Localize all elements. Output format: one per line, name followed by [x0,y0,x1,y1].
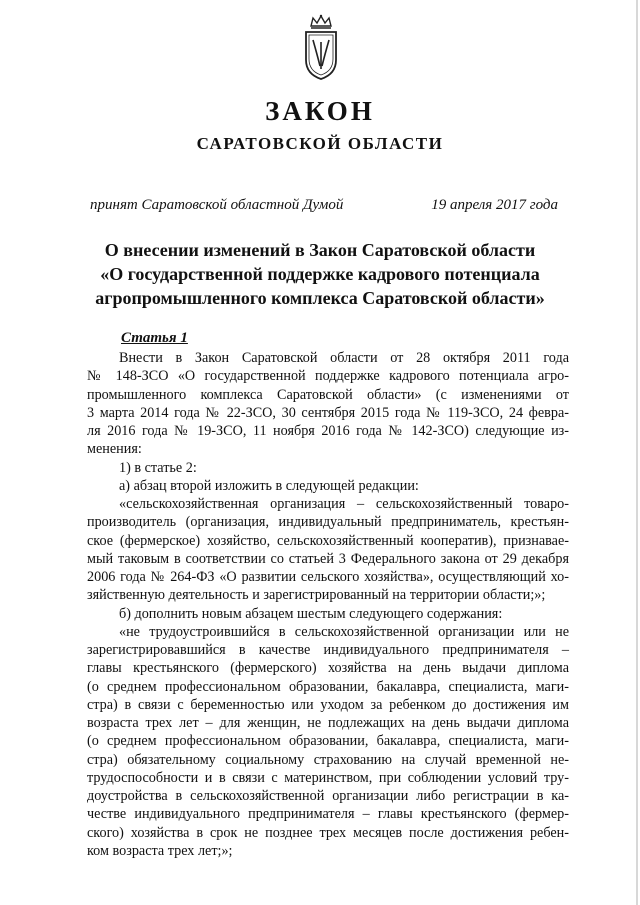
body-line: 2006 года № 264-ФЗ «О развитии сельского хозяйства», осуществляющий хо- [87,569,569,585]
law-title-line: агропромышленного комплекса Саратовской области» [95,288,545,308]
body-line: зяйственную деятельность и зарегистрированный на территории области;»; [87,587,546,604]
body-line: Внести в Закон Саратовской области от 28 октября 2011 года [119,350,569,366]
body-line: главы крестьянского (фермерского) хозяйства на день выдачи диплома [87,660,569,677]
law-title-line: «О государственной поддержке кадрового потенциала [100,264,540,284]
body-line: «не трудоустроившийся в сельскохозяйственной организации или не [119,623,569,640]
article-body [87,349,569,860]
body-line: (о среднем профессиональном образовании, бакалавра, специалиста, маги- [87,733,569,750]
body-line: доустройства в сельскохозяйственной организации либо регистрации в ка- [87,788,569,804]
body-line: зарегистрировавшийся в качестве индивидуального предпринимателя – [87,642,569,658]
document-region: САРАТОВСКОЙ ОБЛАСТИ [196,134,444,153]
body-line: ком возраста трех лет;»; [87,842,233,859]
adopted-date-text: 19 апреля 2017 года [431,197,558,213]
body-line: «сельскохозяйственная организация – сельскохозяйственный товаро- [119,496,569,512]
coat-of-arms-icon [303,14,339,80]
body-line: б) дополнить новым абзацем шестым следующего содержания: [119,605,503,622]
law-title [60,238,580,310]
body-line: ля 2016 года № 19-ЗСО, 11 ноября 2016 года № 142-ЗСО) следующие из- [87,423,569,439]
body-line: возраста трех лет – для женщин, не подлежащих на день выдачи диплома [87,715,569,731]
body-line: ское (фермерское) хозяйство, сельскохозяйственный кооператив), признавае- [87,532,569,549]
article-heading: Статья 1 [121,330,188,346]
body-line: стра) в связи с беременностью или уходом за ребенком до достижения им [87,696,569,713]
body-line: честве индивидуального предпринимателя – главы крестьянского (фермер- [87,806,569,823]
body-line: ского) хозяйства в срок не позднее трех месяцев после достижения ребен- [87,824,569,841]
body-line: 3 марта 2014 года № 22-ЗСО, 30 сентября 2015 года № 119-ЗСО, 24 февра- [87,404,569,421]
body-line: стра) обязательному социальному страхованию на случай временной не- [87,751,569,768]
law-title-line: О внесении изменений в Закон Саратовской области [104,240,536,260]
body-line: мый таковым в соответствии со статьей 3 Федерального закона от 29 декабря [87,550,569,567]
body-line: промышленного комплекса Саратовской области» (с изменениями от [87,386,569,403]
body-line: менения: [87,441,142,458]
body-line: № 148-ЗСО «О государственной поддержке кадрового потенциала агро- [87,368,569,385]
body-line: трудоспособности и в связи с материнством, при соблюдении условий тру- [87,769,569,786]
adopted-by-text: принят Саратовской областной Думой [90,197,344,213]
body-line: а) абзац второй изложить в следующей редакции: [119,477,419,494]
body-line: (о среднем профессиональном образовании, бакалавра, специалиста, маги- [87,678,569,695]
scan-edge [636,0,638,905]
document-type: ЗАКОН [265,96,375,126]
body-line: 1) в статье 2: [119,459,197,476]
body-line: производитель (организация, индивидуальный предприниматель, крестьян- [87,514,569,531]
